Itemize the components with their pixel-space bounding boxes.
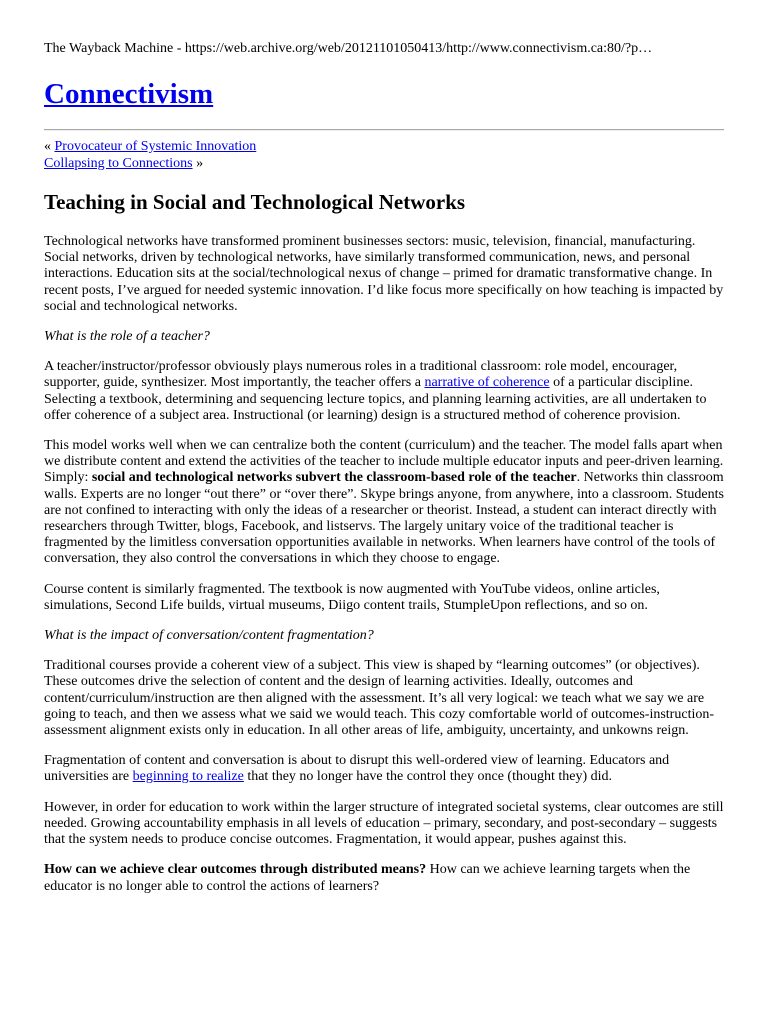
paragraph-teacher-roles (44, 359, 726, 424)
question-text: What is the role of a teacher? (44, 329, 210, 345)
paragraph-traditional-courses: Traditional courses provide a coherent view of a subject. This view is shaped by “learning outcomes” (or objectives). These outcomes drive the selection of content and the design of learning activities. Ideally, outcomes and content/curriculum/instruction are then aligned with the assessment. It’s all very logical: we teach what we say we are going to teach, and then we assess what we said we would teach. This cozy comfortable world of outcomes-instruction-assessment alignment exists only in education. In all other areas of life, ambiguity, uncertainty, and unkowns reign. (44, 658, 715, 739)
paragraph-course-content: Course content is similarly fragmented. The textbook is now augmented with YouTube videos, online articles, simulations, Second Life builds, virtual museums, Diigo content trails, StumpleUpon reflections, and so on. (44, 581, 660, 613)
post-content (44, 234, 726, 909)
text: that they no longer have the control they once (thought they) did. (243, 769, 613, 785)
post-title: Teaching in Social and Technological Networks (44, 190, 466, 214)
beginning-to-realize-link[interactable]: beginning to realize (132, 769, 244, 785)
site-title-link[interactable]: Connectivism (44, 78, 214, 110)
wayback-header: The Wayback Machine - https://web.archive.org/web/20121101050413/http://www.connectivism.ca:80/?p… (44, 41, 653, 56)
paragraph-question-outcomes (44, 862, 726, 894)
paragraph-intro: Technological networks have transformed prominent businesses sectors: music, television, financial, manufacturing. Social networks, driven by technological networks, have similarly transformed communication, news, and personal interactions. Education sits at the social/technological nexus of change – primed for dramatic transformative change. In recent posts, I’ve argued for needed systemic innovation. I’d like focus more specifically on how teaching is impacted by social and technological networks. (44, 234, 724, 314)
header-divider (44, 129, 724, 131)
bold-text: How can we achieve clear outcomes through distributed means? (44, 862, 427, 878)
paragraph-model (44, 438, 726, 568)
text: How can we achieve learning targets when the educator is no longer able to control the actions of learners? (44, 862, 691, 894)
next-post-link[interactable]: Collapsing to Connections (44, 155, 193, 171)
text: of a particular discipline. Selecting a textbook, determining and sequencing lecture topics, and planning learning activities, are all undertaken to offer coherence of a subject area. Instructional (or learning) design is a structured method of coherence provision. (44, 375, 707, 423)
text: A teacher/instructor/professor obviously plays numerous roles in a traditional classroom: role model, encourager, supporter, guide, synthesizer. Most importantly, the teacher offers a (44, 359, 678, 391)
text: Fragmentation of content and conversation is about to disrupt this well-ordered view of learning. Educators and universities are (44, 753, 670, 785)
prev-post (44, 139, 256, 156)
text: . Networks thin classroom walls. Experts are no longer “out there” or “over there”. Skype brings anyone, from anywhere, into a classroom. Students are not confined to interacting with only the ideas of a researcher or theorist. Instead, a student can interact directly with researchers through Twitter, blogs, Facebook, and listservs. The largely unitary voice of the traditional teacher is fragmented by the limitless conversation opportunities available in networks. When learners have control of the tools of conversation, they also control the conversations in which they choose to engage. (44, 470, 724, 567)
prev-post-link[interactable]: Provocateur of Systemic Innovation (54, 139, 257, 154)
question-role-of-teacher (44, 329, 726, 345)
site-title (44, 76, 213, 112)
text: This model works well when we can centralize both the content (curriculum) and the teacher. The model falls apart when we distribute content and extend the activities of the teacher to include multiple educator inputs and peer-driven learning. Simply: (44, 438, 724, 486)
next-post (44, 156, 256, 173)
question-fragmentation (44, 628, 726, 644)
paragraph-outcomes: However, in order for education to work within the larger structure of integrated societal systems, clear outcomes are still needed. Growing accountability emphasis in all levels of education – primary, secondary, and post-secondary – suggests that the system needs to produce concise outcomes. Fragmentation, it would appear, pushes against this. (44, 799, 724, 848)
bold-text: social and technological networks subvert the classroom-based role of the teacher (91, 470, 577, 486)
question-text: What is the impact of conversation/content fragmentation? (44, 628, 374, 644)
paragraph-fragmentation (44, 753, 726, 785)
post-navigation (44, 139, 256, 172)
narrative-of-coherence-link[interactable]: narrative of coherence (424, 375, 550, 391)
prev-arrow: « (44, 139, 51, 154)
next-arrow: » (196, 155, 204, 171)
